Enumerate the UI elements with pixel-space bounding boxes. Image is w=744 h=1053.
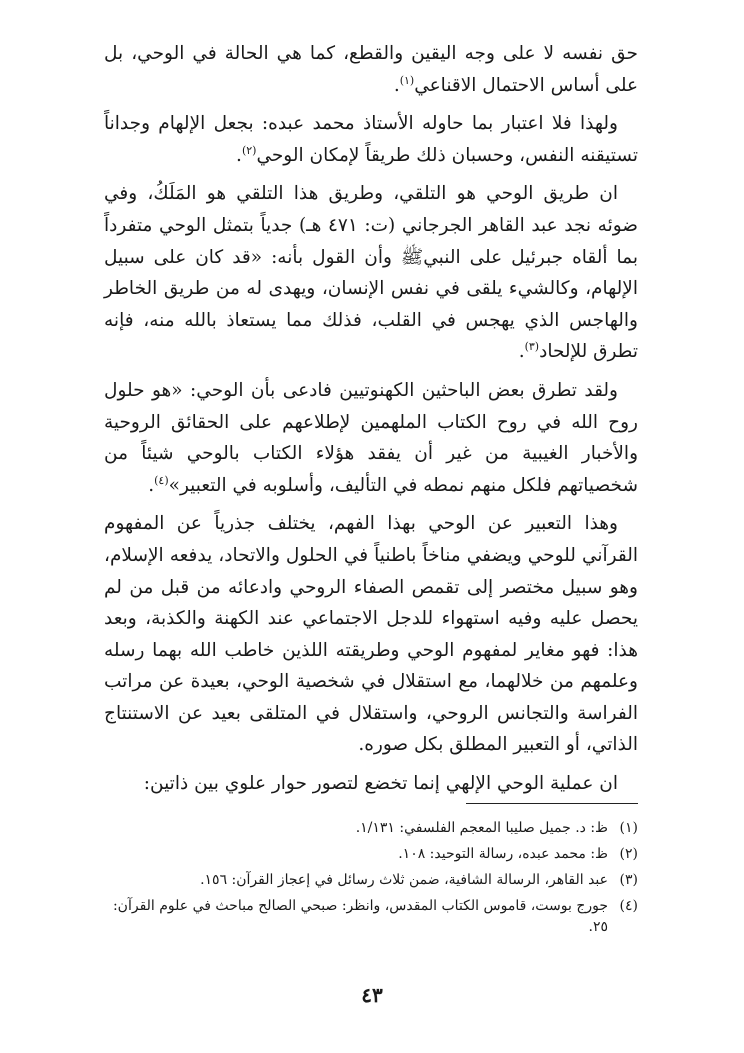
footnote-number: (١): [619, 820, 638, 836]
paragraph-5-text: وهذا التعبير عن الوحي بهذا الفهم، يختلف جذرياً عن المفهوم القرآني للوحي ويضفي مناخاً باطنياً في الحلول والاتحاد، يدفعه الإسلام، وهو سبيل مختصر إلى تقمص الصفاء الروحي وادعائه من قبل من لم يحصل عليه وفيه استهواء للدجل الاجتماعي عند الكهنة والكذبة، وبعد هذا: فهو مغاير لمفهوم الوحي وطريقته اللذين خاطب الله بهما رسله وعلمهم من خلالهما، مع استقلال في شخصية الوحي، بعيدة عن مراتب الفراسة والتجانس الروحي، واستقلال في المتلقى بعيد عن الاستنتاج الذاتي، أو التعبير المطلق بكل صوره.: [104, 513, 638, 756]
footnote-ref-1: (١): [399, 73, 415, 87]
footnote-ref-3: (٣): [524, 340, 540, 354]
paragraph-6: [104, 768, 638, 800]
footnote-ref-2: (٢): [241, 143, 257, 157]
footnote-text: ظ: محمد عبده، رسالة التوحيد: ١٠٨.: [398, 846, 608, 862]
paragraph-1-end: .: [393, 74, 400, 96]
footnote-3: [104, 870, 638, 891]
paragraph-2-end: .: [236, 144, 242, 166]
page-number: ٤٣: [361, 983, 383, 1007]
paragraph-3-text: ان طريق الوحي هو التلقي، وطريق هذا التلقي هو المَلَكُ، وفي ضوئه نجد عبد القاهر الجرجاني (ت: ٤٧١ هـ) جدياً بتمثل الوحي متفرداً بما ألقاه جبرئيل على النبيﷺ وأن القول بأنه: «قد كان على سبيل الإلهام، وكالشيء يلقى في نفس الإنسان، ويهدى له من طريق الخاطر والهاجس الذي يهجس في القلب، فذلك مما يستعاذ بالله منه، فإنه تطرق للإلحاد: [104, 183, 639, 363]
main-text: [104, 38, 638, 807]
footnote-1: [104, 818, 638, 839]
footnote-text: ظ: د. جميل صليبا المعجم الفلسفي: ١/١٣١.: [355, 820, 608, 836]
paragraph-4-text: ولقد تطرق بعض الباحثين الكهنوتيين فادعى بأن الوحي: «هو حلول روح الله في روح الكتاب الملهمين لإطلاعهم على الحقائق الروحية والأخبار الغيبية من غير أن يفقد هؤلاء الكتاب بالوحي شيئاً من شخصياتهم فلكل منهم نمطه في التأليف، وأسلوبه في التعبير»: [104, 379, 638, 496]
paragraph-3: [104, 178, 638, 368]
paragraph-1: [104, 38, 638, 101]
footnote-4: [104, 896, 638, 938]
paragraph-2-text: ولهذا فلا اعتبار بما حاوله الأستاذ محمد عبده: بجعل الإلهام وجداناً تستيقنه النفس، وحسبان ذلك طريقاً لإمكان الوحي: [104, 113, 638, 166]
paragraph-4: [104, 375, 638, 501]
footnote-2: [104, 844, 638, 865]
footnote-text: جورج بوست، قاموس الكتاب المقدس، وانظر: صبحي الصالح مباحث في علوم القرآن: ٢٥.: [112, 898, 608, 935]
footnote-number: (٣): [619, 872, 638, 888]
paragraph-6-text: ان عملية الوحي الإلهي إنما تخضع لتصور حوار علوي بين ذاتين:: [143, 773, 618, 795]
footnote-separator: [466, 803, 638, 804]
footnote-ref-4: (٤): [154, 473, 169, 487]
paragraph-1-text: حق نفسه لا على وجه اليقين والقطع، كما هي الحالة في الوحي، بل على أساس الاحتمال الاقناعي: [104, 43, 638, 96]
paragraph-4-end: .: [148, 474, 155, 496]
footnotes: [104, 818, 638, 943]
footnote-number: (٤): [619, 898, 638, 914]
paragraph-5: [104, 508, 638, 761]
paragraph-3-end: .: [518, 341, 525, 363]
paragraph-2: [104, 108, 638, 171]
footnote-text: عبد القاهر، الرسالة الشافية، ضمن ثلاث رسائل في إعجاز القرآن: ١٥٦.: [200, 872, 608, 888]
footnote-number: (٢): [619, 846, 638, 862]
